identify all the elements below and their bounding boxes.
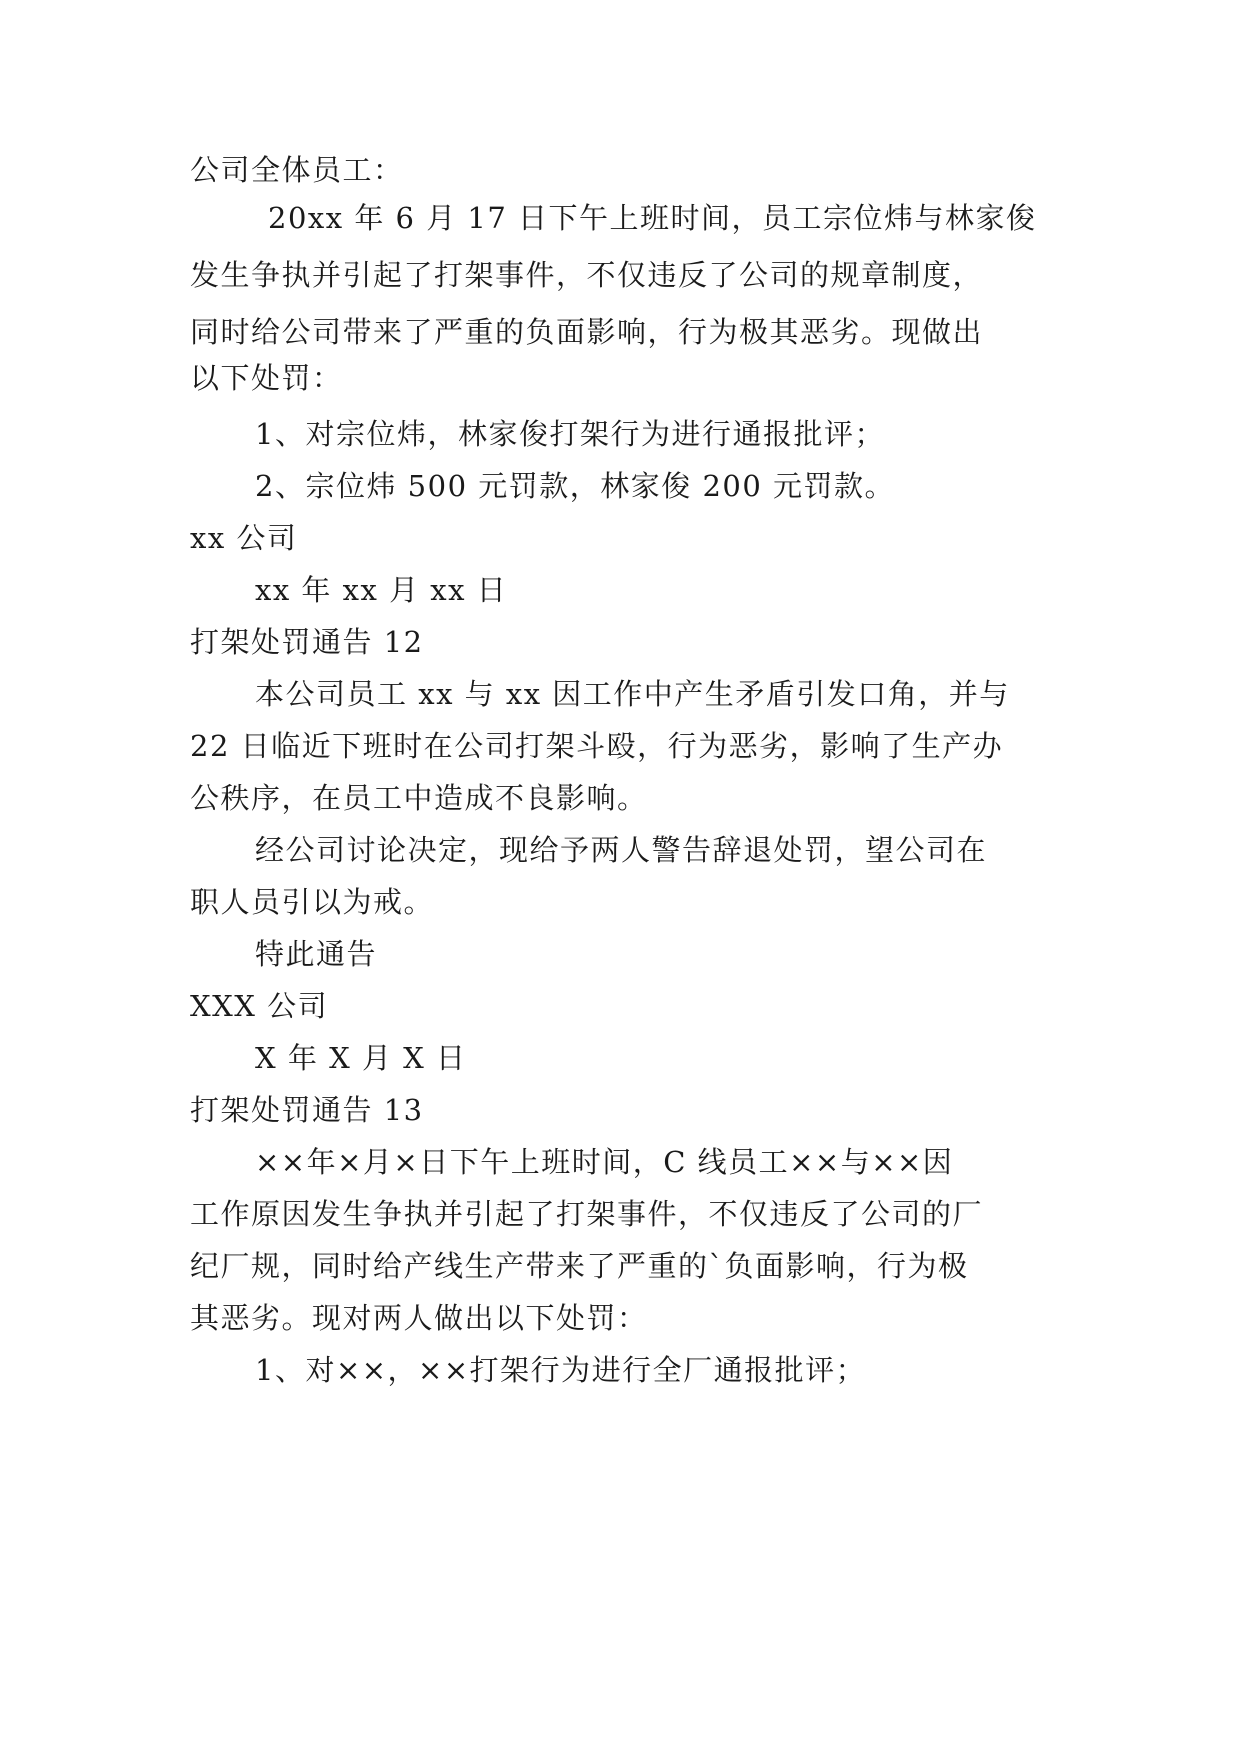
paragraph-line: 纪厂规，同时给产线生产带来了严重的`负面影响，行为极: [190, 1249, 969, 1283]
signature-company: XXX 公司: [190, 989, 329, 1023]
paragraph-line: ××年×月×日下午上班时间，C 线员工××与××因: [255, 1145, 954, 1179]
signature-company: xx 公司: [190, 521, 298, 555]
section-title: 打架处罚通告 12: [190, 625, 424, 659]
paragraph-line: 其恶劣。现对两人做出以下处罚：: [190, 1301, 648, 1335]
paragraph-line: 22 日临近下班时在公司打架斗殴，行为恶劣，影响了生产办: [190, 729, 1004, 763]
paragraph-line: 公秩序，在员工中造成不良影响。: [190, 781, 648, 815]
section-title: 打架处罚通告 13: [190, 1093, 424, 1127]
paragraph-line: 工作原因发生争执并引起了打架事件，不仅违反了公司的厂: [190, 1197, 984, 1231]
list-item: 1、对宗位炜，林家俊打架行为进行通报批评；: [255, 417, 885, 451]
paragraph-line: 以下处罚：: [190, 361, 343, 395]
signature-date: X 年 X 月 X 日: [255, 1041, 467, 1075]
paragraph-line: 20xx 年 6 月 17 日下午上班时间，员工宗位炜与林家俊: [268, 201, 1037, 235]
closing-notice: 特此通告: [255, 937, 378, 971]
list-item: 2、宗位炜 500 元罚款，林家俊 200 元罚款。: [255, 469, 896, 503]
paragraph-line: 发生争执并引起了打架事件，不仅违反了公司的规章制度，: [190, 258, 984, 292]
salutation: 公司全体员工：: [190, 153, 404, 187]
signature-date: xx 年 xx 月 xx 日: [255, 573, 508, 607]
paragraph-line: 职人员引以为戒。: [190, 885, 435, 919]
paragraph-line: 经公司讨论决定，现给予两人警告辞退处罚，望公司在: [255, 833, 988, 867]
list-item: 1、对××，××打架行为进行全厂通报批评；: [255, 1353, 867, 1387]
paragraph-line: 同时给公司带来了严重的负面影响，行为极其恶劣。现做出: [190, 315, 984, 349]
paragraph-line: 本公司员工 xx 与 xx 因工作中产生矛盾引发口角，并与: [255, 677, 1010, 711]
